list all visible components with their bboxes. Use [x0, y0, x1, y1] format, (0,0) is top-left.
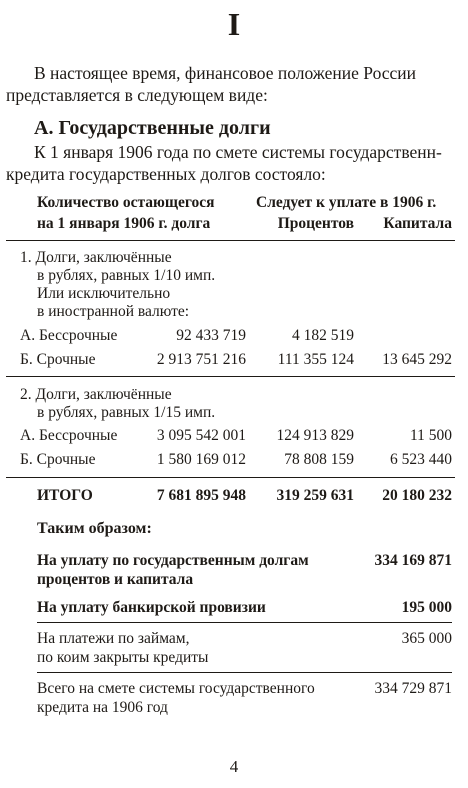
group1-line-2: в рублях, равных 1/10 имп.	[37, 267, 216, 284]
row-amount: 2 913 751 216	[156, 351, 246, 368]
total-label: ИТОГО	[37, 487, 93, 504]
row-label: А. Бессрочные	[20, 427, 118, 444]
summary-rule-2	[37, 672, 452, 673]
chapter-number: I	[227, 6, 241, 42]
header-col1-line1: Количество остающегося	[37, 194, 215, 211]
total-interest: 319 259 631	[276, 487, 354, 504]
intro-line-1: В настоящее время, финансовое положение России	[34, 63, 417, 83]
row-interest: 124 913 829	[276, 427, 354, 444]
summary-item-3-line2: по коим закрыты кредиты	[37, 649, 209, 666]
lead-line-2: кредита государственных долгов состояло:	[6, 164, 326, 184]
lead-paragraph	[6, 141, 454, 185]
total-amount: 7 681 895 948	[156, 487, 246, 504]
summary-item-1-value: 334 169 871	[374, 552, 452, 569]
row-amount: 3 095 542 001	[156, 427, 246, 444]
intro-line-2: представляется в следующем виде:	[6, 85, 268, 105]
section-title: А. Государственные долги	[34, 117, 271, 139]
header-capital: Капитала	[383, 215, 452, 232]
row-amount: 1 580 169 012	[156, 451, 246, 468]
row-capital: 11 500	[409, 427, 452, 444]
row-capital: 13 645 292	[382, 351, 452, 368]
header-col1-line2: на 1 января 1906 г. долга	[37, 215, 211, 232]
summary-rule-1	[37, 622, 452, 623]
summary-heading: Таким образом:	[37, 520, 152, 537]
table-rule-mid	[6, 376, 455, 377]
lead-line-1: К 1 января 1906 года по смете системы государственн-	[34, 142, 442, 162]
row-interest: 78 808 159	[284, 451, 354, 468]
group1-line-1: 1. Долги, заключённые	[20, 249, 172, 266]
group1-line-4: в иностранной валюте:	[37, 303, 190, 320]
table-rule-total	[6, 477, 455, 478]
row-capital: 6 523 440	[390, 451, 452, 468]
table-rule-top	[6, 240, 455, 241]
summary-item-4-line1: Всего на смете системы государственного	[37, 680, 315, 697]
summary-item-4-line2: кредита на 1906 год	[37, 699, 168, 716]
row-label: Б. Срочные	[20, 451, 96, 468]
row-amount: 92 433 719	[176, 327, 246, 344]
summary-item-2-line1: На уплату банкирской провизии	[37, 599, 266, 616]
row-interest: 111 355 124	[277, 351, 354, 368]
row-label: Б. Срочные	[20, 351, 96, 368]
page-number: 4	[229, 757, 239, 776]
summary-item-3-value: 365 000	[401, 630, 452, 647]
summary-item-4-value: 334 729 871	[374, 680, 452, 697]
group1-line-3: Или исключительно	[37, 285, 171, 302]
intro-paragraph	[6, 62, 454, 106]
summary-item-3-line1: На платежи по займам,	[37, 630, 190, 647]
summary-item-1-line2: процентов и капитала	[37, 571, 194, 588]
summary-item-2-value: 195 000	[401, 599, 452, 616]
header-col2: Следует к уплате в 1906 г.	[256, 194, 437, 211]
total-capital: 20 180 232	[382, 487, 452, 504]
row-label: А. Бессрочные	[20, 327, 118, 344]
group2-line-1: 2. Долги, заключённые	[20, 386, 172, 403]
group2-line-2: в рублях, равных 1/15 имп.	[37, 404, 216, 421]
summary-item-1-line1: На уплату по государственным долгам	[37, 552, 309, 569]
header-interest: Процентов	[277, 215, 354, 232]
row-interest: 4 182 519	[292, 327, 354, 344]
